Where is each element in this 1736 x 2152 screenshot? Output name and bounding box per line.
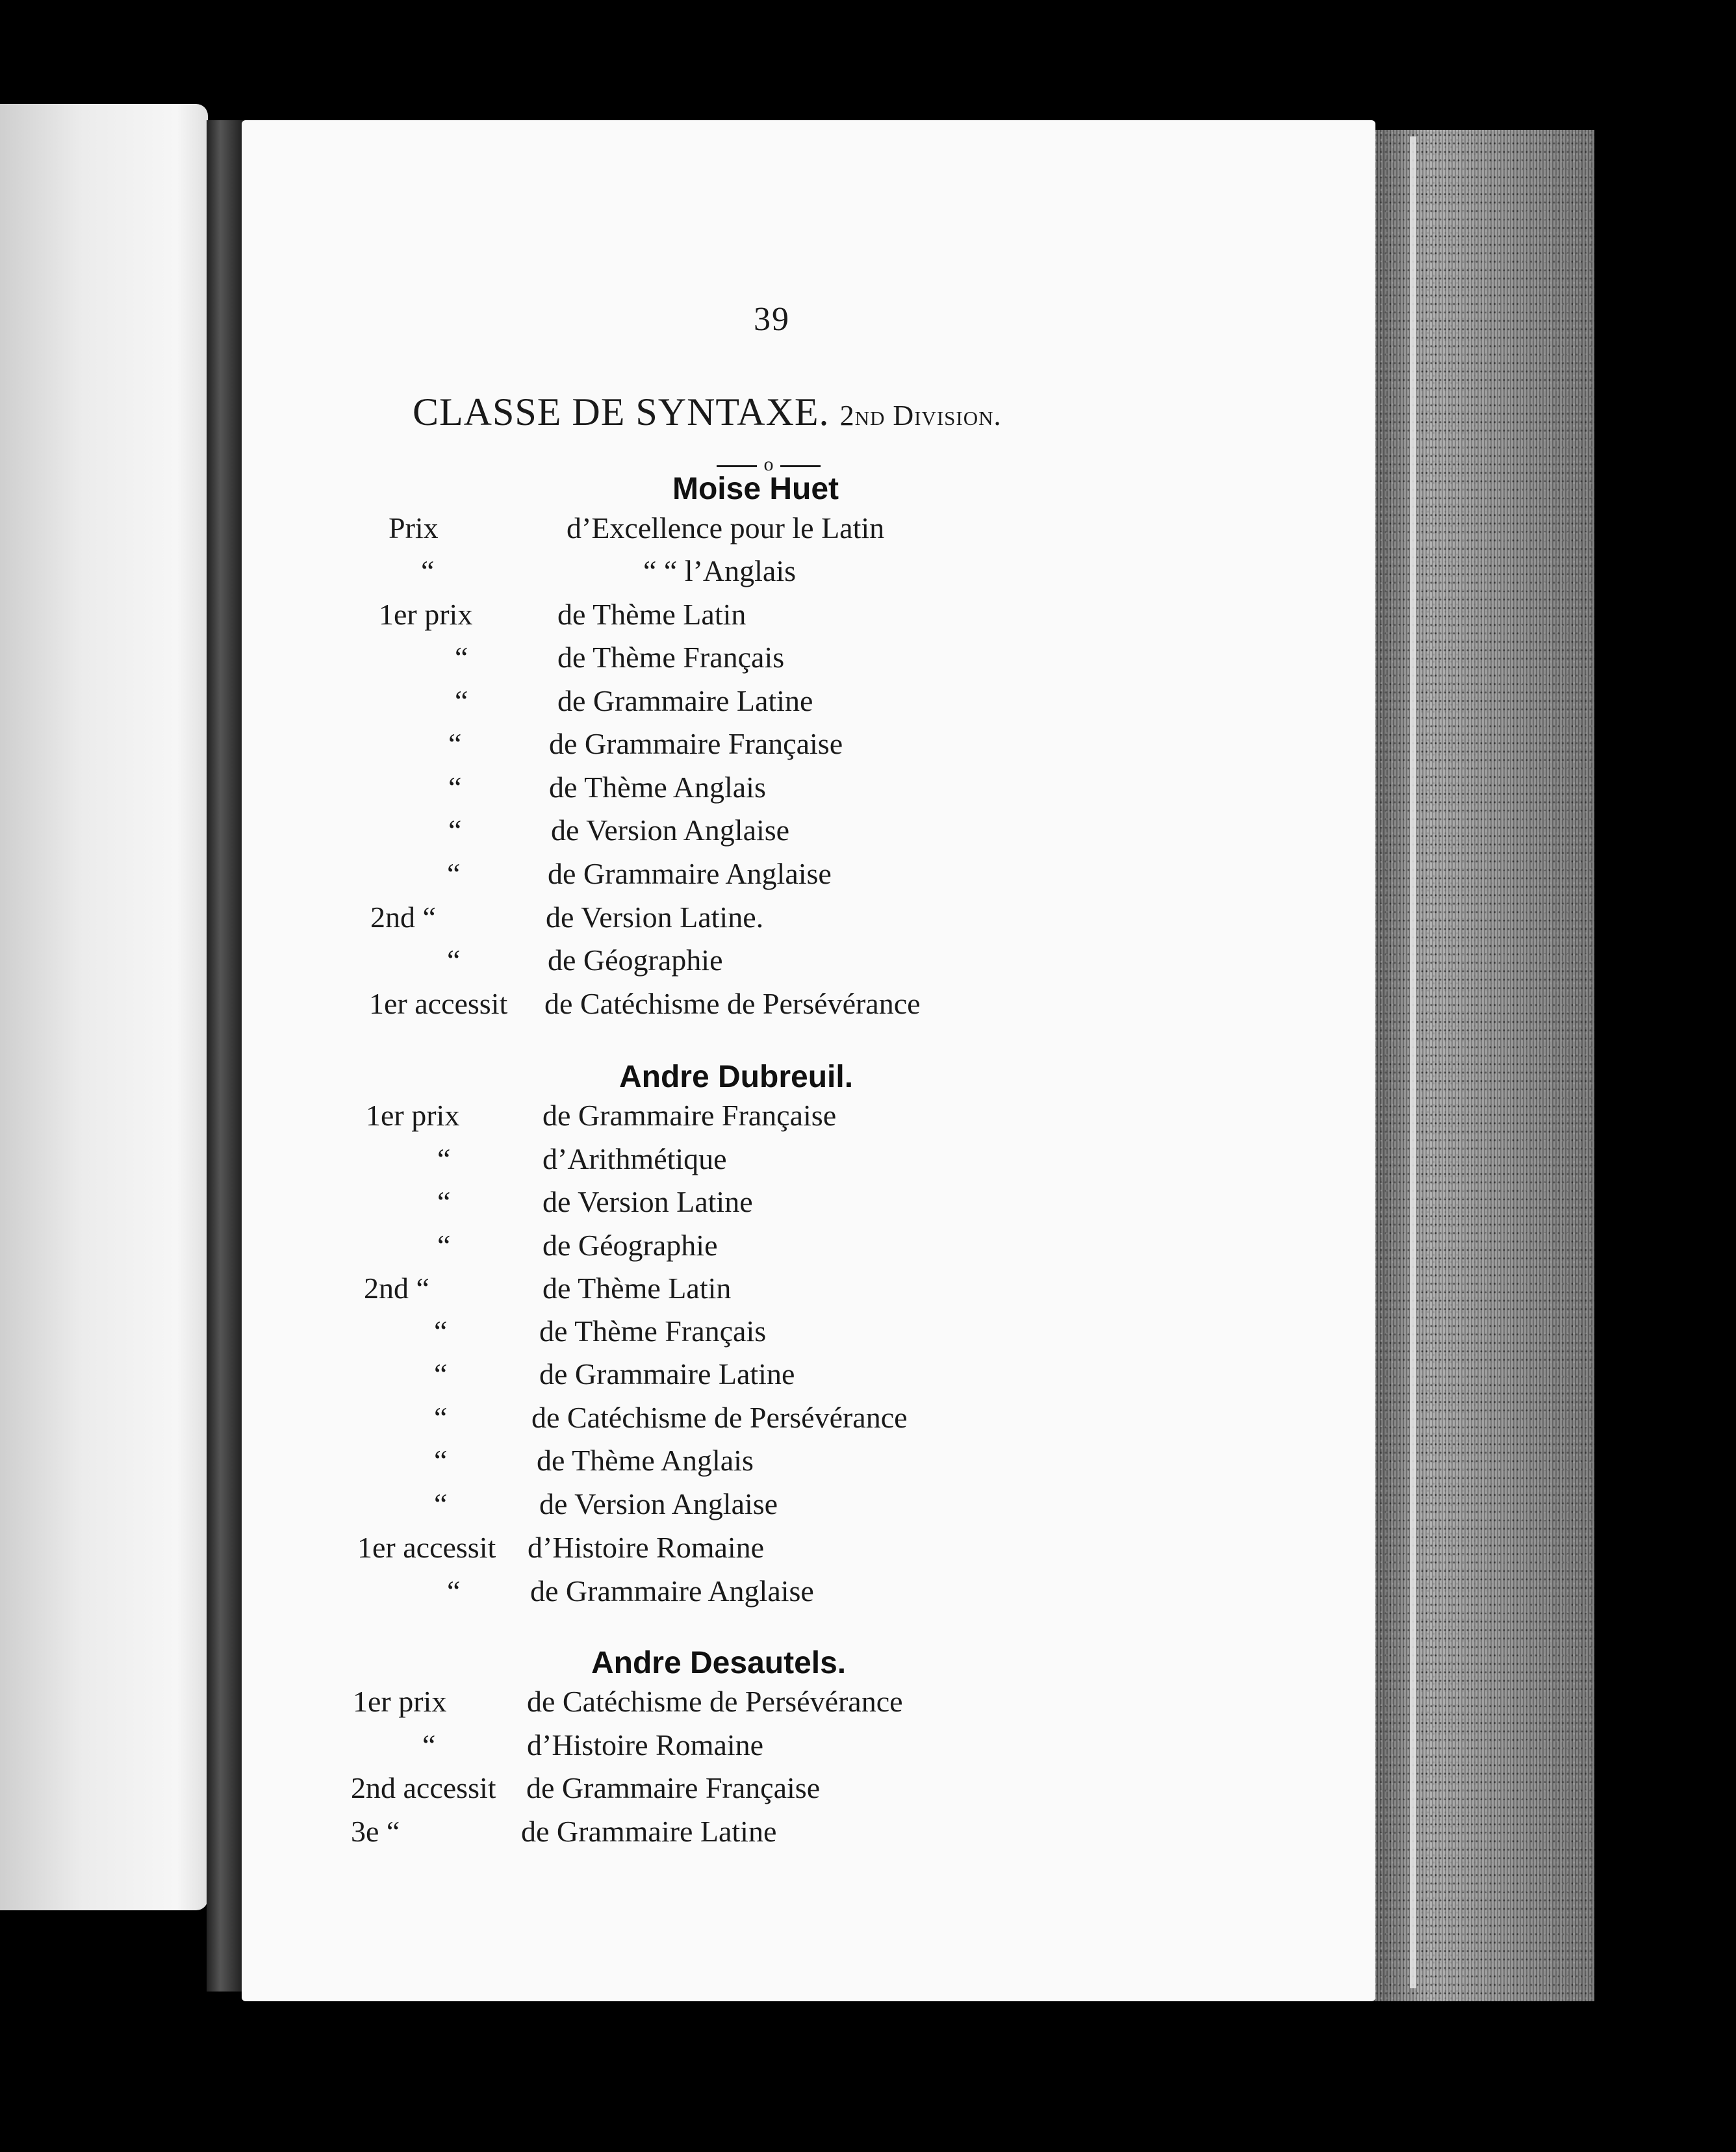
book-page-edges: [1371, 130, 1594, 2001]
award-subject: de Catéchisme de Persévérance: [531, 1401, 908, 1434]
award-rank: 1er prix: [353, 1685, 447, 1718]
award-subject: de Thème Latin: [542, 1272, 732, 1305]
award-rank: “: [434, 1357, 448, 1390]
award-rank: “: [455, 641, 468, 674]
award-subject: d’Histoire Romaine: [527, 1728, 764, 1761]
award-rank: “: [437, 1142, 451, 1175]
page-edge-highlight: [1410, 136, 1416, 1988]
award-subject: d’Excellence pour le Latin: [567, 511, 885, 544]
student-name: Moise Huet: [672, 472, 839, 506]
award-subject: de Géographie: [542, 1229, 718, 1262]
award-rank: 1er accessit: [357, 1531, 496, 1564]
student-name: Andre Desautels.: [591, 1646, 847, 1680]
award-rank: “: [422, 1728, 436, 1761]
division-label: 2nd Division.: [839, 400, 1002, 431]
award-rank: 2nd “: [364, 1272, 429, 1305]
award-rank: 3e “: [351, 1815, 400, 1848]
award-subject: de Géographie: [548, 943, 723, 977]
award-subject: de Thème Français: [539, 1314, 767, 1348]
award-rank: “: [421, 554, 435, 587]
award-subject: de Grammaire Latine: [521, 1815, 777, 1848]
award-subject: de Thème Français: [557, 641, 785, 674]
left-page-edge: [0, 104, 208, 1910]
award-rank: “: [448, 727, 462, 760]
award-subject: de Catéchisme de Persévérance: [544, 987, 921, 1020]
award-rank: 1er prix: [366, 1099, 460, 1132]
award-rank: Prix: [389, 511, 439, 544]
award-rank: “: [447, 943, 461, 977]
award-subject: de Catéchisme de Persévérance: [527, 1685, 903, 1718]
award-subject: de Version Anglaise: [551, 813, 790, 847]
award-rank: “: [434, 1314, 448, 1348]
award-rank: “: [434, 1444, 448, 1477]
award-rank: “: [437, 1229, 451, 1262]
title-ornament: o: [717, 455, 821, 474]
award-rank: “: [455, 684, 468, 717]
award-subject: de Grammaire Anglaise: [530, 1574, 814, 1608]
award-subject: “ “ l’Anglais: [643, 554, 797, 587]
award-subject: de Grammaire Française: [542, 1099, 837, 1132]
award-rank: “: [434, 1401, 448, 1434]
award-rank: “: [447, 857, 461, 890]
book-gutter: [207, 120, 246, 1992]
award-subject: d’Arithmétique: [542, 1142, 727, 1175]
award-subject: de Thème Anglais: [537, 1444, 754, 1477]
award-subject: de Grammaire Latine: [557, 684, 813, 717]
page-title: [413, 390, 1001, 435]
award-rank: 1er prix: [379, 598, 473, 631]
award-subject: de Thème Anglais: [549, 771, 766, 804]
award-rank: “: [447, 1574, 461, 1608]
award-rank: “: [448, 771, 462, 804]
award-subject: d’Histoire Romaine: [528, 1531, 765, 1564]
class-title-text: CLASSE DE SYNTAXE.: [413, 391, 830, 433]
award-rank: “: [434, 1487, 448, 1520]
award-subject: de Grammaire Latine: [539, 1357, 795, 1390]
award-subject: de Version Latine: [542, 1185, 753, 1218]
award-rank: 2nd accessit: [351, 1771, 496, 1804]
award-subject: de Grammaire Française: [526, 1771, 821, 1804]
award-rank: “: [437, 1185, 451, 1218]
page-number: 39: [754, 301, 790, 338]
award-subject: de Version Anglaise: [539, 1487, 778, 1520]
award-subject: de Grammaire Anglaise: [548, 857, 832, 890]
award-subject: de Thème Latin: [557, 598, 747, 631]
student-name: Andre Dubreuil.: [619, 1060, 854, 1094]
award-subject: de Grammaire Française: [549, 727, 843, 760]
award-subject: de Version Latine.: [546, 901, 764, 934]
award-rank: 2nd “: [370, 901, 436, 934]
award-rank: “: [448, 813, 462, 847]
award-rank: 1er accessit: [369, 987, 508, 1020]
